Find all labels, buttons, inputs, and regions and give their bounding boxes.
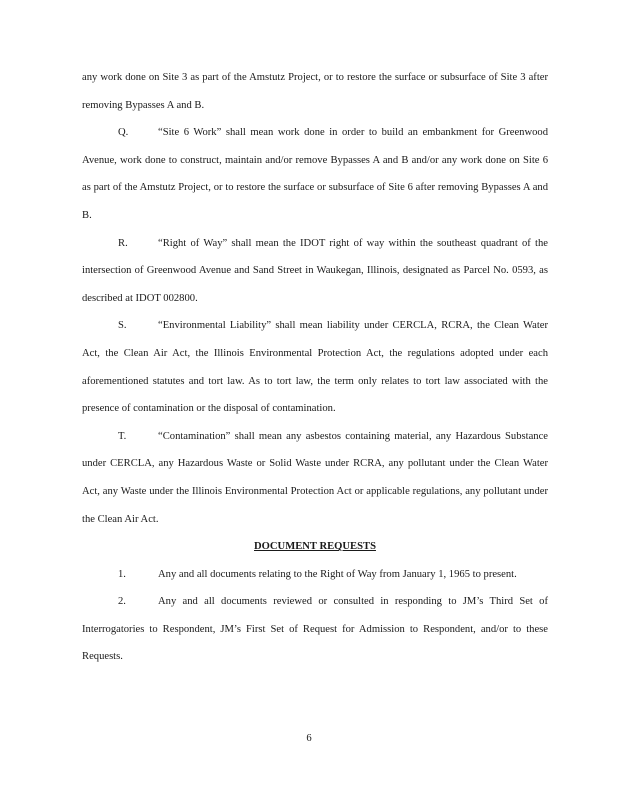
request-1 [82,561,548,589]
definition-label: S. [118,320,127,332]
definition-t [82,423,548,533]
definition-text: “Right of Way” shall mean the IDOT right of way within the southeast quadrant of the intersection of Greenwood Avenue and Sand Street in Waukegan, Illinois, designated as Parcel No. 0593, as described at IDOT 002800. [82,237,548,304]
definition-text: “Site 6 Work” shall mean work done in order to build an embankment for Greenwood Avenue, work done to construct, maintain and/or remove Bypasses A and B and/or any work done on Site 6 as part of the Amstutz Project, or to restore the surface or subsurface of Site 6 after removing Bypasses A and B. [82,127,548,221]
definition-text: “Environmental Liability” shall mean liability under CERCLA, RCRA, the Clean Water Act, the Clean Air Act, the Illinois Environmental Protection Act, the regulations adopted under each aforementioned statutes and tort law. As to tort law, the term only relates to tort law associated with the presence of contamination or the disposal of contamination. [82,320,548,415]
definition-label: T. [118,430,127,442]
request-text: Any and all documents reviewed or consulted in responding to JM’s Third Set of Interrogatories to Respondent, JM’s First Set of Request for Admission to Respondent, and/or to these Requests. [82,596,548,663]
request-label: 2. [118,596,126,608]
request-2 [82,588,548,671]
definition-q [82,119,548,229]
page-body [82,64,548,671]
definition-label: Q. [118,127,129,139]
request-text: Any and all documents relating to the Right of Way from January 1, 1965 to present. [158,568,517,580]
definition-label: R. [118,237,128,249]
continuation-paragraph: any work done on Site 3 as part of the Amstutz Project, or to restore the surface or subsurface of Site 3 after removing Bypasses A and B. [82,72,548,111]
definition-r [82,230,548,313]
section-heading: DOCUMENT REQUESTS [254,541,376,553]
definition-s [82,312,548,422]
page-number: 6 [306,733,312,744]
definition-text: “Contamination” shall mean any asbestos containing material, any Hazardous Substance under CERCLA, any Hazardous Waste or Solid Waste under RCRA, any pollutant under the Clean Water Act, any Waste under the Illinois Environmental Protection Act or applicable regulations, any pollutant under the Clean Air Act. [82,430,548,525]
request-label: 1. [118,568,126,580]
